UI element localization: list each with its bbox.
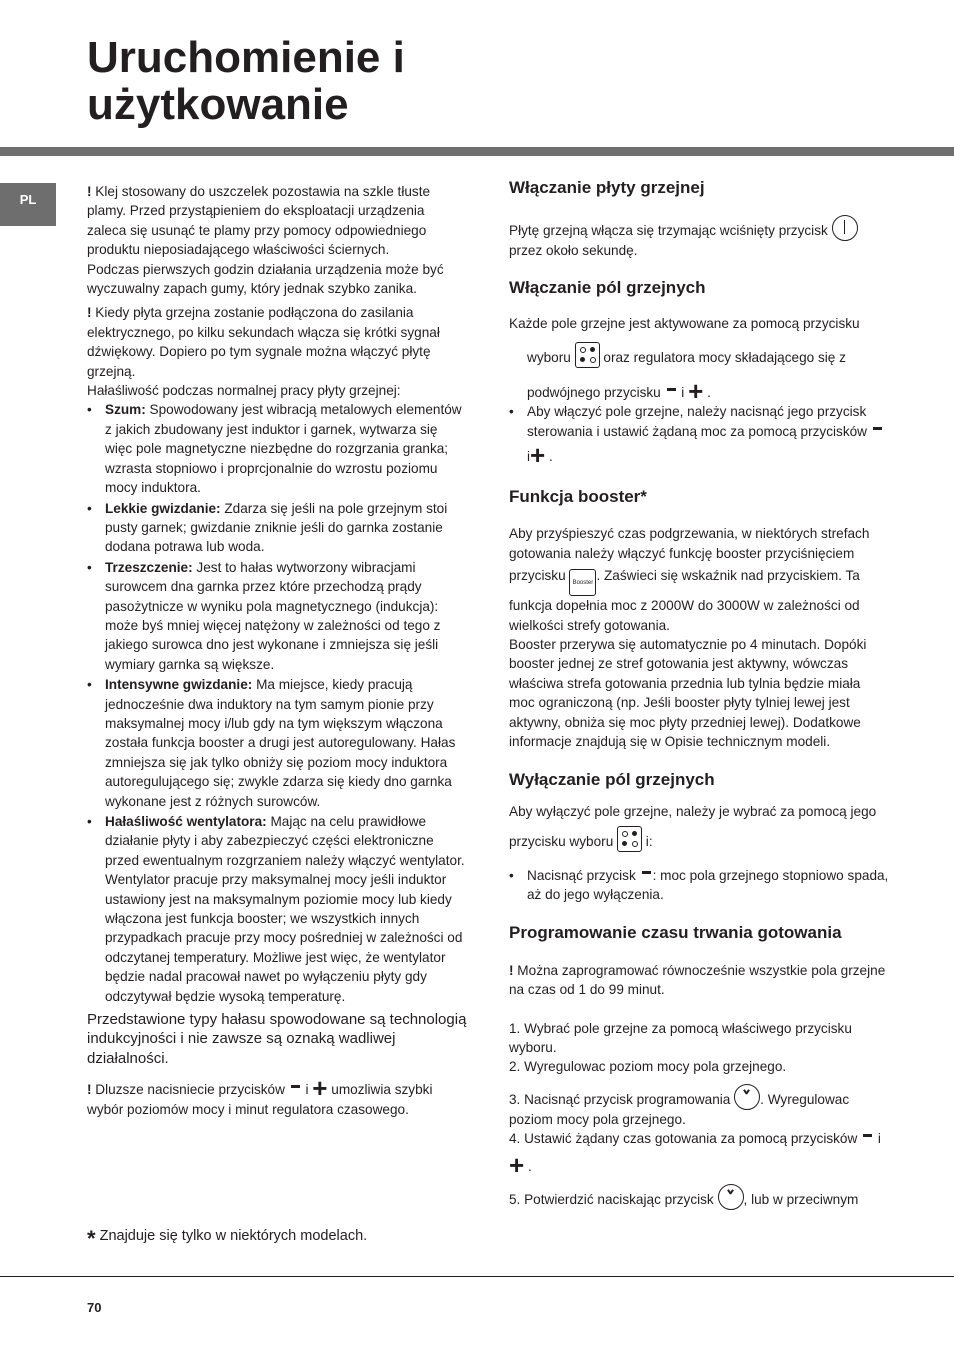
paragraph: 1. Wybrać pole grzejne za pomocą właściwego przycisku wyboru. [509,1020,852,1055]
booster-button-icon: Booster [569,569,596,596]
paragraph: ! Klej stosowany do uszczelek pozostawia na szkle tłuste plamy. Przed przystąpieniem do eksploatacji urządzenia zaleca się usunąć te plamy przy pomocy odpowiedniego produktu nieposiadającego właściwości ściernych. [87,184,431,258]
minus-icon [291,1085,300,1088]
noise-list [87,400,467,1006]
list-item: • Lekkie gwizdanie: Zdarza się jeśli na pole grzejnym stoi pusty garnek; gwizdanie zniknie jeśli do garnka zostanie dodana potrawa lub woda. [87,499,467,557]
plus-icon: + [688,375,704,406]
paragraph: przycisku wyboru i: [509,826,889,852]
plus-icon: + [530,440,546,471]
timer-icon [734,1084,760,1110]
list-item: • Aby włączyć pole grzejne, należy nacisnąć jego przycisk sterowania i ustawić żądaną moc za pomocą przycisków i+ . [509,402,889,466]
paragraph: Przedstawione typy hałasu spowodowane są technologią indukcyjności i nie zawsze są oznaką wadliwej działalności. [87,1011,467,1067]
paragraph: Płytę grzejną włącza się trzymając wciśnięty przycisk przez około sekundę. [509,215,889,260]
section-heading: Programowanie czasu trwania gotowania [509,922,842,942]
plus-icon: + [312,1073,328,1104]
power-icon [832,215,858,241]
minus-icon [873,427,882,430]
paragraph: 4. Ustawić żądany czas gotowania za pomocą przycisków i + . [509,1131,881,1180]
list-item: • Szum: Spowodowany jest wibracją metalowych elementów z jakich zbudowany jest induktor i garnek, wytwarza się więc pole magnetyczne niezbędne do rozgrzania granka; wzrasta stopniowo i proprcjonalnie do wzrostu poziomu mocy induktora. [87,400,467,497]
list-item: • Hałaśliwość wentylatora: Mając na celu prawidłowe działanie płyty i aby zabezpieczyć części elektroniczne przed ewentualnym rozgrzaniem należy włączyć wentylator. Wentylator pracuje przy maksymalnej mocy jeśli induktor ustawiony jest na maksymalnym poziomie mocy lub kiedy włączona jest funkcja booster; we wszystkich innych przypadkach pracuje przy mocy pośredniej w zależności od odczytanej temperatury. Możliwe jest więc, że wentylator będzie nadal pracował nawet po wyłączeniu płyty gdy odczytywał będzie wysoką temperaturę. [87,812,467,1006]
header-rule [0,147,954,156]
paragraph: ! Dluzsze nacisniecie przycisków i + umozliwia szybki wybór poziomów mocy i minut regulatora czasowego. [87,1073,433,1117]
paragraph: Każde pole grzejne jest aktywowane za pomocą przycisku [509,316,860,332]
paragraph: Booster przerywa się automatycznie po 4 minutach. Dopóki booster jednej ze stref gotowania jest aktywny, wówczas właściwa strefa gotowania przednia lub tylnia będzie miała moc ograniczoną (np. Jeśli booster płyty tylniej lewej jest aktywny, obniża się moc płyty przedniej lewej). Dodatkowe informacje znajdują się w Opisie technicznym modeli. [509,637,867,750]
zone-select-icon [617,826,642,852]
page-number: 70 [87,1300,102,1315]
footnote: * Znajduje się tylko w niektórych modelach. [87,1226,368,1251]
minus-icon [667,388,676,391]
zone-select-icon [575,342,600,368]
section-heading: Włączanie płyty grzejnej [509,178,705,197]
list-item: • Trzeszczenie: Jest to hałas wytworzony wibracjami surowcem dna garnka przez które przechodzą prądy pasożytnicze w wyniku pola magnetycznego (indukcja): może byś mniej więcej natężony w zależności od tego z jakiego surowca dno jest wykonane i zmniejsza się jeśli wymiary garnka są większe. [87,558,467,674]
left-column [87,182,467,1119]
paragraph: ! Kiedy płyta grzejna zostanie podłączona do zasilania elektrycznego, po kilku sekundach włącza się krótki sygnał dźwiękowy. Dopiero po tym sygnale można włączyć płytę grzejną. [87,305,440,379]
right-column [509,177,889,1210]
paragraph: wyboru oraz regulatora mocy składającego się z [509,342,889,368]
footer-rule [0,1276,954,1277]
section-heading: Włączanie pól grzejnych [509,278,706,298]
bullet-list [509,866,889,905]
list-item: • Intensywne gwizdanie: Ma miejsce, kiedy pracują jednocześnie dwa induktory na tym samym pionie przy maksymalnej mocy i/lub gdy na tym większym włączona została funkcja booster a drugi jest autoregulowany. Hałas zmniejsza się jak tylko obniży się poziom mocy induktora autoregulującego się; zwykle zdarza się kiedy dno garnka wykonane jest z różnych surowców. [87,675,467,811]
paragraph: Aby wyłączyć pole grzejne, należy je wybrać za pomocą jego [509,803,877,819]
section-heading: Wyłączanie pól grzejnych [509,769,715,789]
minus-icon [863,1134,872,1137]
section-heading: Funkcja booster* [509,487,647,507]
list-item: • Nacisnąć przycisk : moc pola grzejnego stopniowo spada, aż do jego wyłączenia. [509,866,889,905]
paragraph: Hałaśliwość podczas normalnej pracy płyty grzejnej: [87,383,401,399]
paragraph: Aby przyśpieszyć czas podgrzewania, w niektórych strefach gotowania należy włączyć funkcję booster przyciśnięciem [509,526,870,561]
timer-icon [718,1184,744,1210]
plus-icon: + [509,1149,525,1180]
paragraph: ! Można zaprogramować równocześnie wszystkie pola grzejne na czas od 1 do 99 minut. [509,962,886,998]
bullet-list [509,402,889,471]
language-tab: PL [0,183,56,226]
paragraph: Podczas pierwszych godzin działania urządzenia może być wyczuwalny zapach gumy, który jednak szybko zanika. [87,261,444,297]
paragraph: 2. Wyregulowac poziom mocy pola grzejnego. [509,1059,787,1075]
paragraph: 5. Potwierdzić naciskając przycisk , lub w przeciwnym [509,1184,889,1210]
paragraph: przycisku Booster . Zaświeci się wskaźnik nad przyciskiem. Ta funkcja dopełnia moc z 2000W do 3000W w zależności od wielkości strefy gotowania. [509,568,860,633]
paragraph: 3. Nacisnąć przycisk programowania . Wyregulowac poziom mocy pola grzejnego. [509,1084,889,1129]
paragraph: podwójnego przycisku i + . [527,375,711,406]
minus-icon [642,871,651,874]
page-title: Uruchomienie i użytkowanie [87,33,405,129]
